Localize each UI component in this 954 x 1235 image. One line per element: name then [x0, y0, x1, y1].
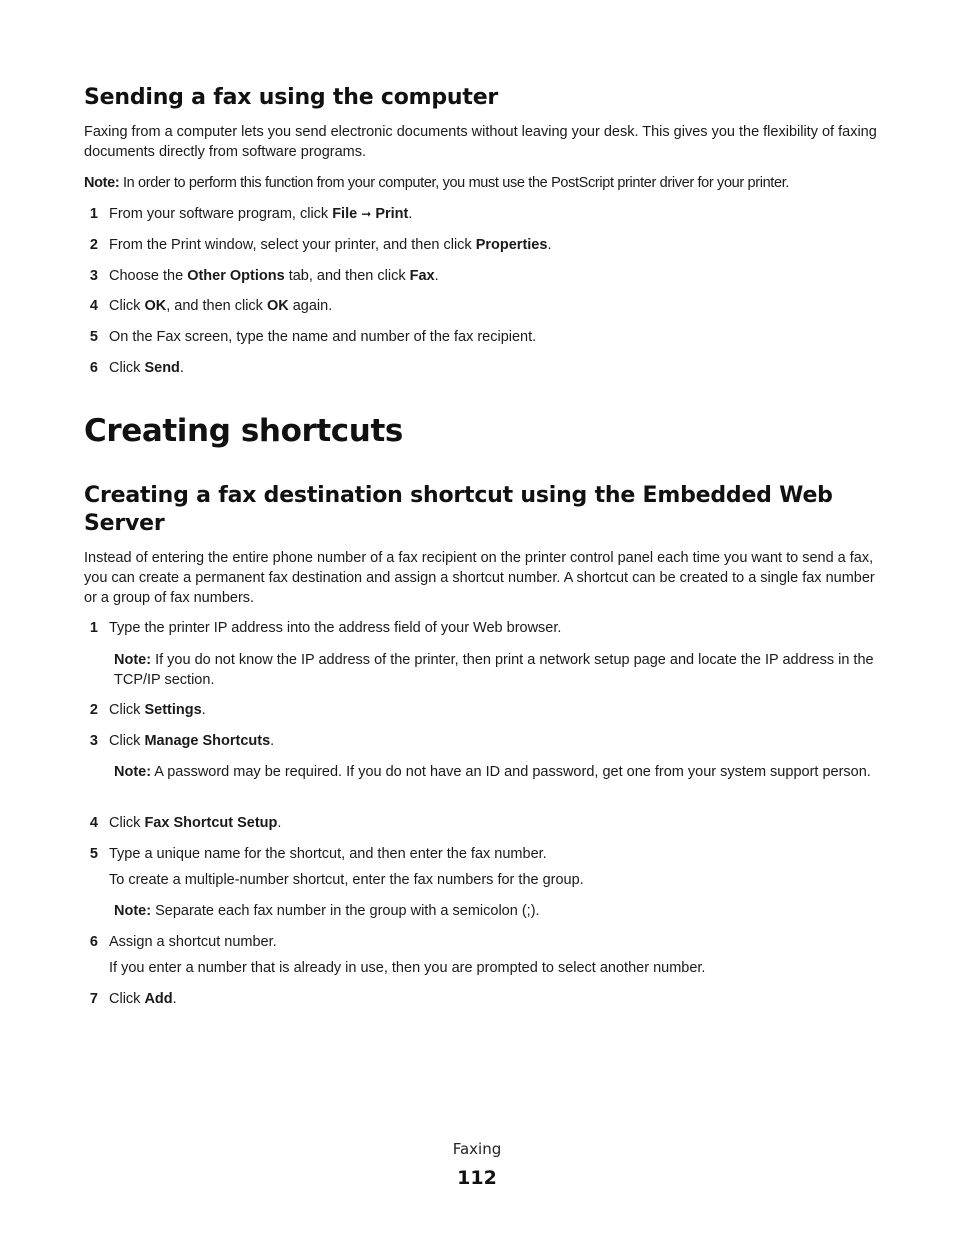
page-number: 112 — [457, 1167, 497, 1189]
note-label: Note: — [114, 652, 152, 668]
step-text: On the Fax screen, type the name and number of the fax recipient. — [109, 329, 537, 345]
note-label: Note: — [84, 175, 120, 191]
section-heading-sending-fax: Sending a fax using the computer — [84, 85, 499, 110]
step-number: 4 — [89, 298, 98, 314]
step-number: 7 — [89, 991, 98, 1007]
step-number: 2 — [89, 702, 98, 718]
step-number: 5 — [89, 846, 98, 862]
step-text: Click Settings. — [109, 702, 206, 718]
step-number: 6 — [89, 360, 98, 376]
step-number: 6 — [89, 934, 98, 950]
step-subtext: To create a multiple-number shortcut, enter the fax numbers for the group. — [109, 872, 584, 888]
step-text: Type the printer IP address into the address field of your Web browser. — [109, 620, 562, 636]
step-text: Type a unique name for the shortcut, and then enter the fax number. — [109, 846, 547, 862]
step-text: Click Add. — [109, 991, 177, 1007]
step-number: 2 — [89, 237, 98, 253]
step-note — [114, 650, 879, 690]
section-heading-shortcut-ews: Creating a fax destination shortcut using the Embedded Web Server — [84, 483, 833, 536]
note-label: Note: — [114, 903, 152, 919]
step-text: Click Manage Shortcuts. — [109, 733, 275, 749]
section1-note — [84, 173, 884, 193]
note-text: In order to perform this function from your computer, you must use the PostScript printer driver for your printer. — [119, 175, 790, 191]
step-text: Click Send. — [109, 360, 184, 376]
step-number: 1 — [89, 620, 98, 636]
step-text: Choose the Other Options tab, and then click Fax. — [109, 268, 439, 284]
step-number: 4 — [89, 815, 98, 831]
step-number: 3 — [89, 268, 98, 284]
step-note — [114, 901, 879, 921]
step-number: 5 — [89, 329, 98, 345]
arrow-right-icon: ➞ — [361, 207, 372, 221]
section1-intro: Faxing from a computer lets you send electronic documents without leaving your desk. This gives you the flexibility of faxing documents directly from software programs. — [84, 124, 877, 160]
step-number: 3 — [89, 733, 98, 749]
step-number: 1 — [89, 206, 98, 222]
chapter-heading: Creating shortcuts — [84, 413, 403, 449]
step-text: From your software program, click File ➞ Print. — [109, 206, 413, 222]
note-label: Note: — [114, 764, 152, 780]
note-text: A password may be required. If you do not have an ID and password, get one from your system support person. — [151, 764, 871, 780]
footer-section-label: Faxing — [452, 1140, 502, 1158]
note-text: Separate each fax number in the group with a semicolon (;). — [151, 903, 540, 919]
step-note — [114, 762, 879, 782]
section2-intro: Instead of entering the entire phone number of a fax recipient on the printer control panel each time you want to send a fax, you can create a permanent fax destination and assign a shortcut number. A shortcut can be created to a single fax number or a group of fax numbers. — [84, 550, 875, 606]
step-text: Click OK, and then click OK again. — [109, 298, 333, 314]
step-text: Assign a shortcut number. — [109, 934, 277, 950]
note-text: If you do not know the IP address of the printer, then print a network setup page and locate the IP address in the TCP/IP section. — [114, 652, 874, 688]
step-text: From the Print window, select your printer, and then click Properties. — [109, 237, 552, 253]
step-text: Click Fax Shortcut Setup. — [109, 815, 282, 831]
step-subtext: If you enter a number that is already in use, then you are prompted to select another number. — [109, 960, 706, 976]
